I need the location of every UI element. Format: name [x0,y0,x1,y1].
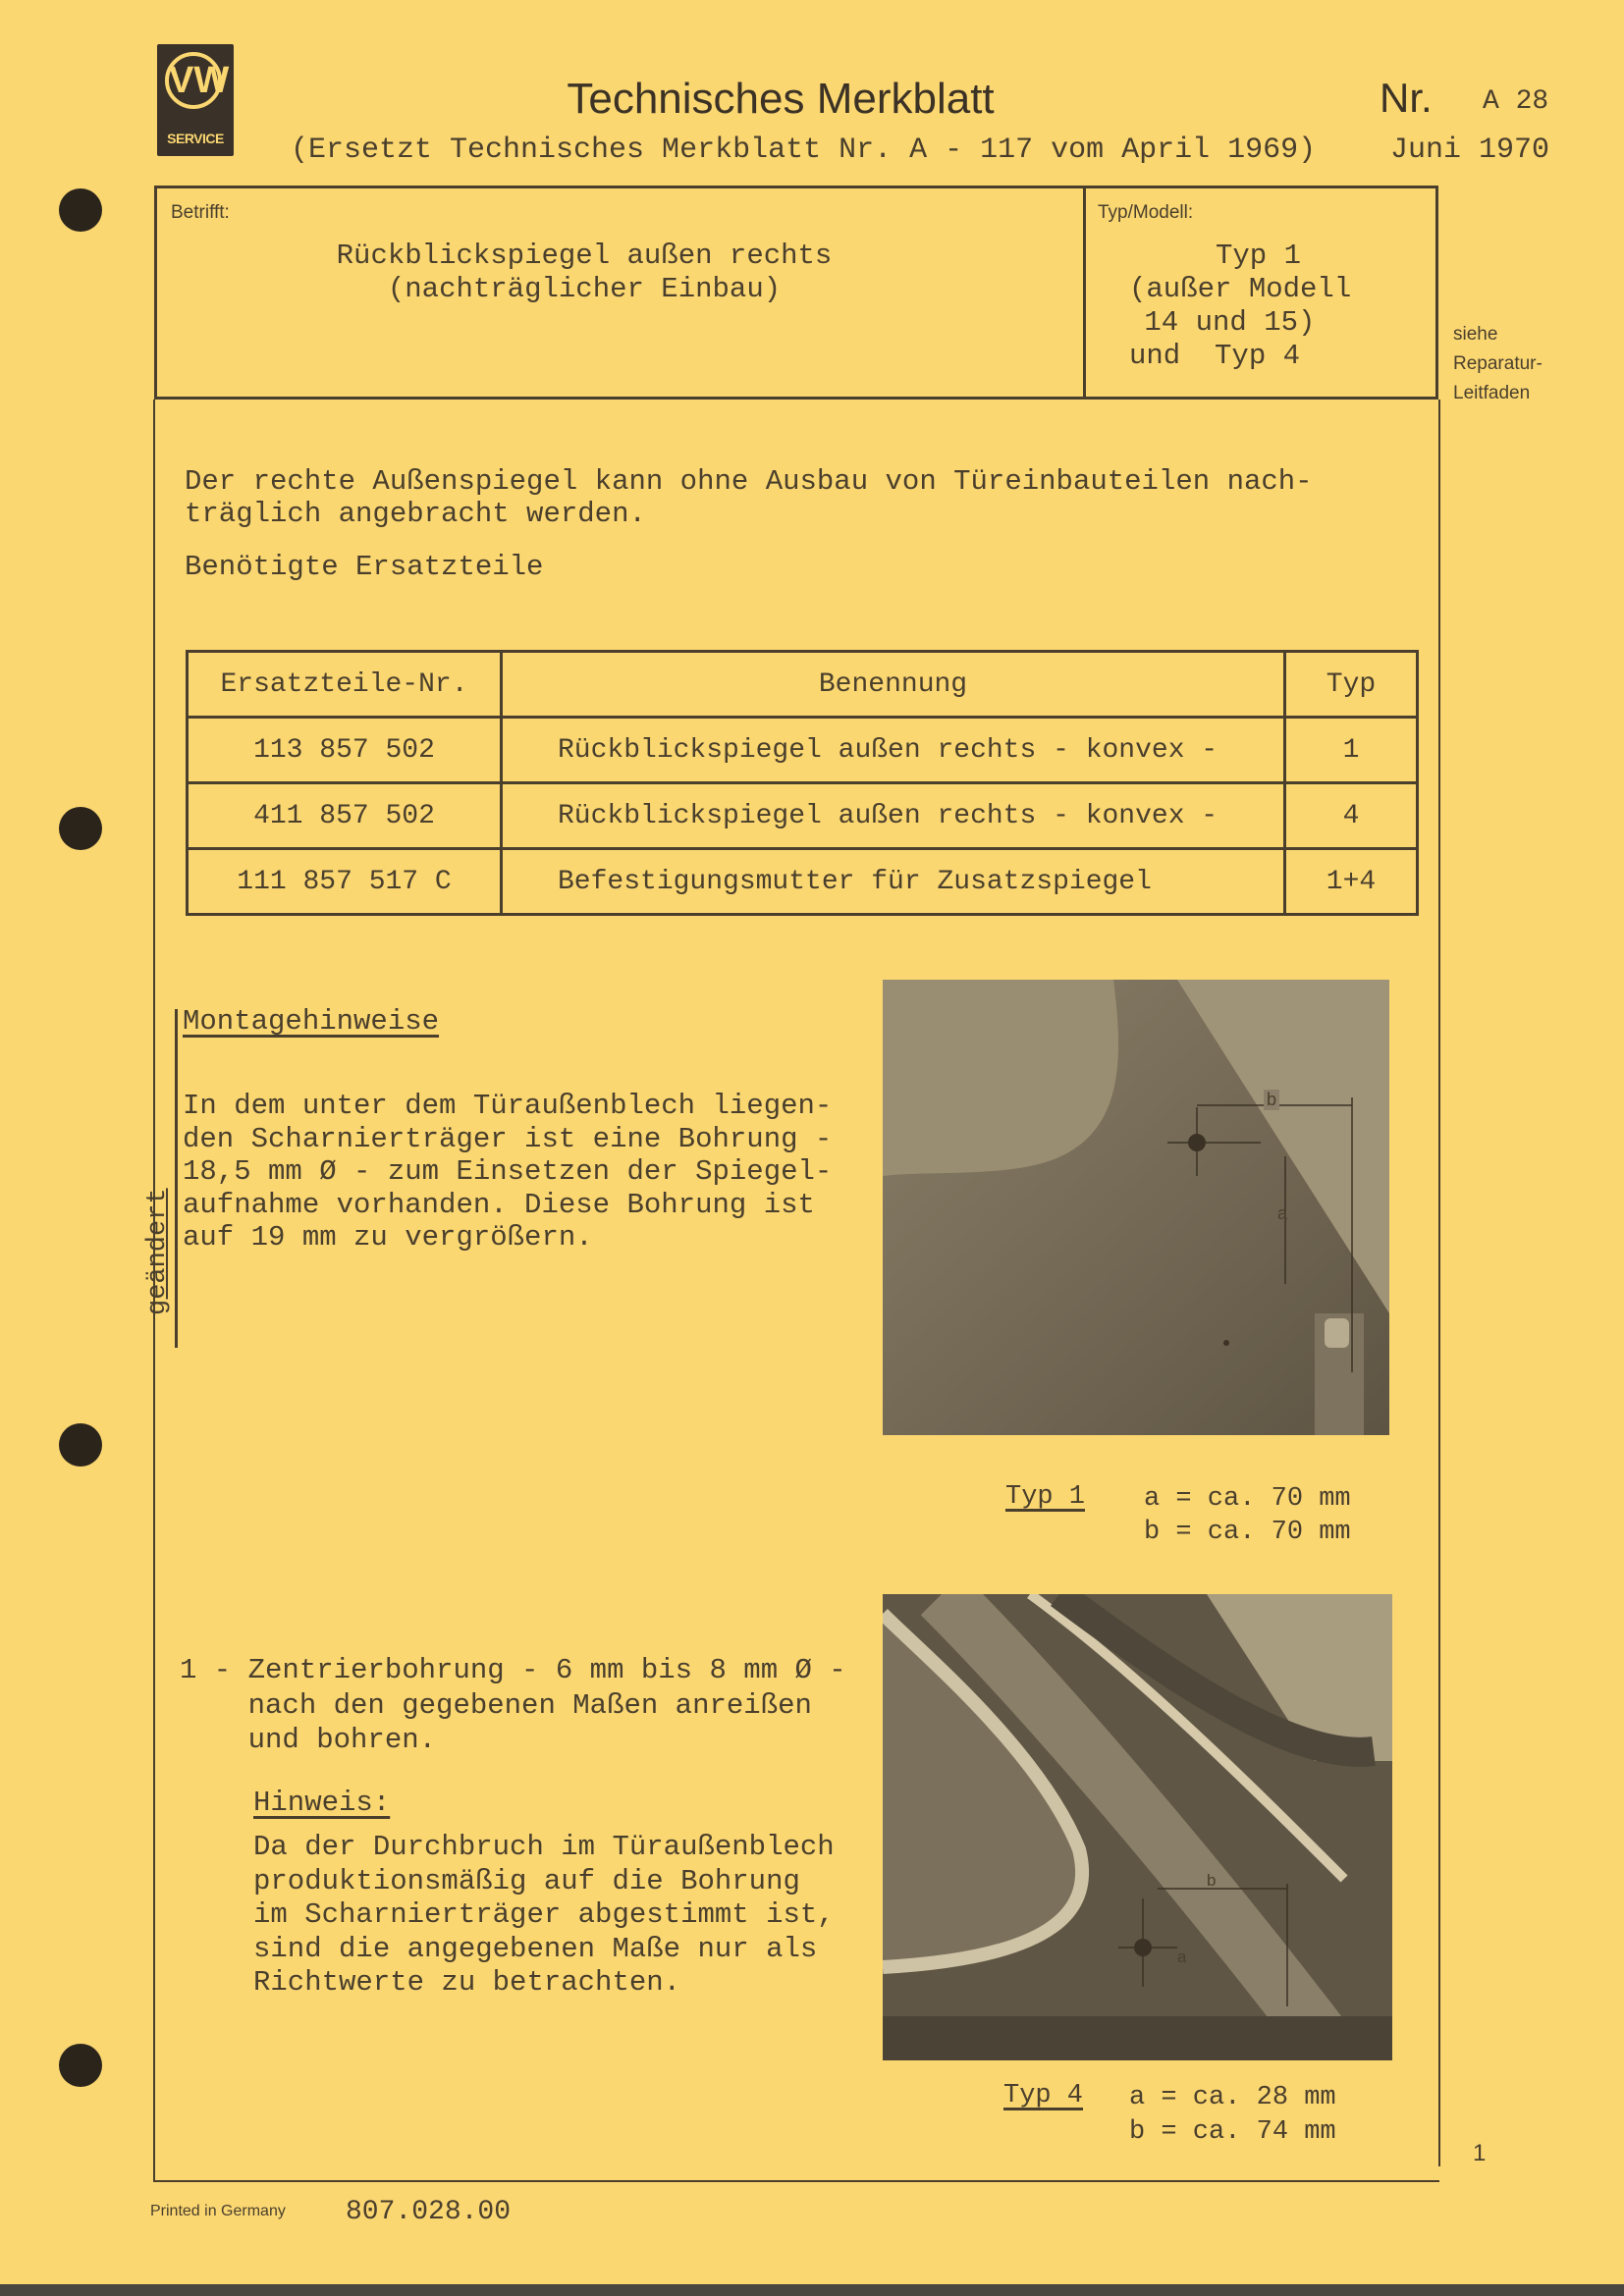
side-note [1453,320,1543,408]
frame-bottom [153,2180,1439,2182]
side-note-line: siehe [1453,324,1498,345]
table-header-row [188,652,1418,718]
dimension-b-label: b [1207,1871,1217,1890]
montage-line: 18,5 mm Ø - zum Einsetzen der Spiegel- [183,1155,833,1188]
parts-heading: Benötigte Ersatzteile [185,551,544,583]
typ-label: Typ/Modell: [1098,202,1194,223]
montage-line: aufnahme vorhanden. Diese Bohrung ist [183,1188,815,1221]
part-name: Rückblickspiegel außen rechts - konvex - [502,783,1285,849]
change-bar [175,1009,178,1348]
document-number: 807.028.00 [346,2197,512,2227]
parts-table [186,650,1419,916]
betrifft-label: Betrifft: [171,202,230,223]
frame-right [1438,400,1440,2166]
punch-hole [59,188,102,232]
page-title: Technisches Merkblatt [567,75,995,123]
photo-typ4-door [883,1594,1392,2060]
part-number: 411 857 502 [188,783,502,849]
step-line: und bohren. [180,1724,437,1756]
divider [1083,186,1086,400]
typ-line: 14 und 15) [1127,306,1316,339]
dimension-value: a = ca. 70 mm [1144,1484,1351,1514]
door-photo-illustration [883,980,1389,1435]
logo-service-text: SERVICE [167,131,224,146]
step-line: nach den gegebenen Maßen anreißen [180,1688,812,1722]
part-number: 113 857 502 [188,718,502,783]
intro-line: Der rechte Außenspiegel kann ohne Ausbau von Türeinbauteilen nach- [185,465,1313,498]
punch-hole [59,1423,102,1467]
printed-in-germany: Printed in Germany [150,2203,286,2219]
dimension-value: b = ca. 70 mm [1144,1518,1351,1547]
montage-text [183,1090,832,1255]
nr-label: Nr. [1380,75,1433,121]
dimension-value: a = ca. 28 mm [1129,2083,1336,2112]
dimension-value: b = ca. 74 mm [1129,2117,1336,2147]
page-number: 1 [1473,2140,1487,2166]
step-line: 1 - Zentrierbohrung - 6 mm bis 8 mm Ø - [180,1654,846,1686]
hint-text [253,1831,835,2001]
intro-text [185,465,1313,530]
hint-line: Da der Durchbruch im Türaußenblech [253,1831,835,1863]
montage-line: auf 19 mm zu vergrößern. [183,1221,593,1254]
dimension-a-label: a [1277,1203,1288,1223]
part-type: 4 [1285,783,1418,849]
part-type: 1 [1285,718,1418,783]
hint-line: im Scharnierträger abgestimmt ist, [253,1898,835,1931]
changed-mark: geändert [143,1188,173,1315]
caption-typ4: Typ 4 [1003,2081,1084,2110]
vw-logo-icon: VW [165,52,222,109]
montage-line: In dem unter dem Türaußenblech liegen- [183,1090,833,1122]
hint-line: sind die angegebenen Maße nur als [253,1932,818,1965]
typ-line: Typ 1 [1216,240,1302,272]
dimension-b-label: b [1264,1090,1279,1110]
step1-text [180,1653,846,1758]
caption-typ1: Typ 1 [1005,1482,1086,1512]
typ-line: und Typ 4 [1129,340,1301,372]
intro-line: träglich angebracht werden. [185,498,646,530]
hint-line: produktionsmäßig auf die Bohrung [253,1864,800,1897]
table-row [188,783,1418,849]
typ-line: (außer Modell [1129,273,1352,305]
subtitle: (Ersetzt Technisches Merkblatt Nr. A - 117 vom April 1969) [291,133,1317,167]
hint-line: Richtwerte zu betrachten. [253,1966,681,1999]
montage-heading: Montagehinweise [183,1005,440,1038]
nr-value: A 28 [1483,86,1549,117]
col-header: Ersatzteile-Nr. [188,652,502,718]
punch-hole [59,807,102,850]
punch-hole [59,2044,102,2087]
issue-date: Juni 1970 [1390,133,1550,167]
montage-line: den Scharnierträger ist eine Bohrung - [183,1122,833,1155]
scan-edge [0,2284,1624,2296]
table-row [188,718,1418,783]
dimension-a-label: a [1177,1948,1187,1966]
part-type: 1+4 [1285,849,1418,915]
side-note-line: Leitfaden [1453,383,1531,403]
subject-line: Rückblickspiegel außen rechts [336,240,833,272]
part-number: 111 857 517 C [188,849,502,915]
table-row [188,849,1418,915]
vw-service-logo [157,44,234,156]
door-photo-illustration [883,1594,1392,2060]
caption-typ4-values [1129,2081,1336,2150]
hint-heading: Hinweis: [253,1787,391,1819]
col-header: Typ [1285,652,1418,718]
part-name: Rückblickspiegel außen rechts - konvex - [502,718,1285,783]
typ-text [1088,240,1363,373]
photo-typ1-door [883,980,1389,1435]
caption-typ1-values [1144,1482,1351,1549]
subject-line: (nachträglicher Einbau) [387,273,782,305]
part-name: Befestigungsmutter für Zusatzspiegel [502,849,1285,915]
side-note-line: Reparatur- [1453,353,1543,374]
subject-text [324,240,844,306]
col-header: Benennung [502,652,1285,718]
